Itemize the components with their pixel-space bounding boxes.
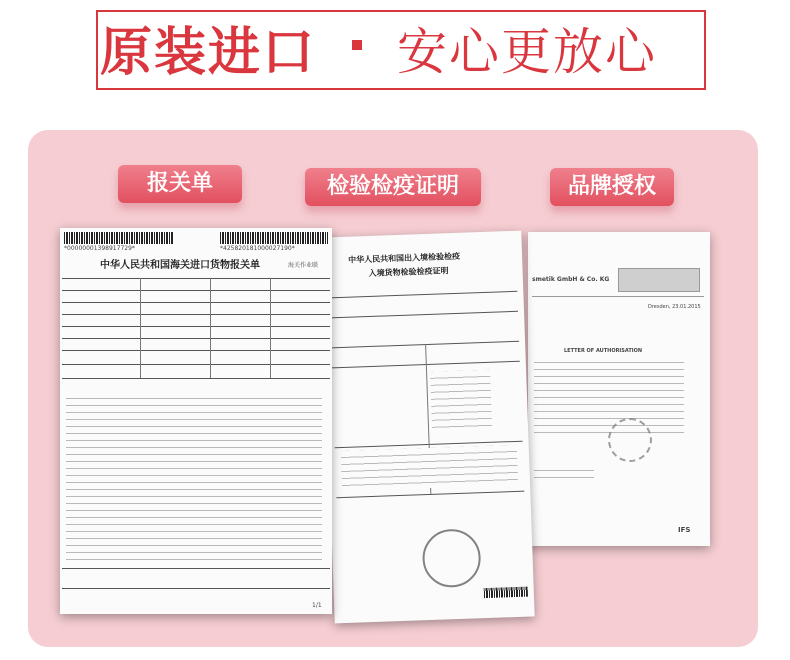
header-light-text: 安心更放心	[397, 23, 657, 81]
doc3-seal-stamp	[608, 418, 652, 462]
doc1-barcode-left	[64, 232, 174, 244]
doc1-page-number: 1/1	[312, 602, 322, 609]
doc3-heading: LETTER OF AUTHORISATION	[564, 348, 643, 354]
header-separator-dot	[352, 40, 362, 50]
brand-authorization-document	[528, 232, 710, 546]
doc2-subtitle: 入境货物检验检疫证明	[368, 266, 449, 278]
tag-customs-declaration: 报关单	[118, 165, 242, 203]
doc1-title: 中华人民共和国海关进口货物报关单	[100, 260, 260, 271]
doc3-date: Dresden, 23.01.2015	[648, 304, 701, 310]
tag-brand-authorization: 品牌授权	[550, 168, 674, 206]
doc1-subtitle: 海关作业联	[288, 262, 319, 269]
doc1-goods-table	[66, 392, 322, 564]
doc2-title: 中华人民共和国出入境检验检疫	[347, 251, 461, 265]
doc3-footer-mark: IFS	[678, 526, 691, 534]
doc1-barcode-left-number: *000000013989177​29*	[64, 245, 135, 252]
doc3-company: smetik GmbH & Co. KG	[532, 276, 610, 283]
doc2-goods-table	[341, 445, 518, 491]
tag-inspection-certificate: 检验检疫证明	[305, 168, 481, 206]
header-bold-text: 原装进口	[100, 23, 317, 83]
customs-declaration-document	[60, 228, 332, 614]
doc3-body-text	[534, 356, 684, 436]
doc3-building-image	[618, 268, 700, 292]
doc2-official-seal	[422, 528, 482, 588]
doc1-barcode-right	[220, 232, 328, 244]
doc1-barcode-right-number: *425820181000027190*	[220, 245, 295, 252]
inspection-certificate-document	[321, 231, 534, 624]
